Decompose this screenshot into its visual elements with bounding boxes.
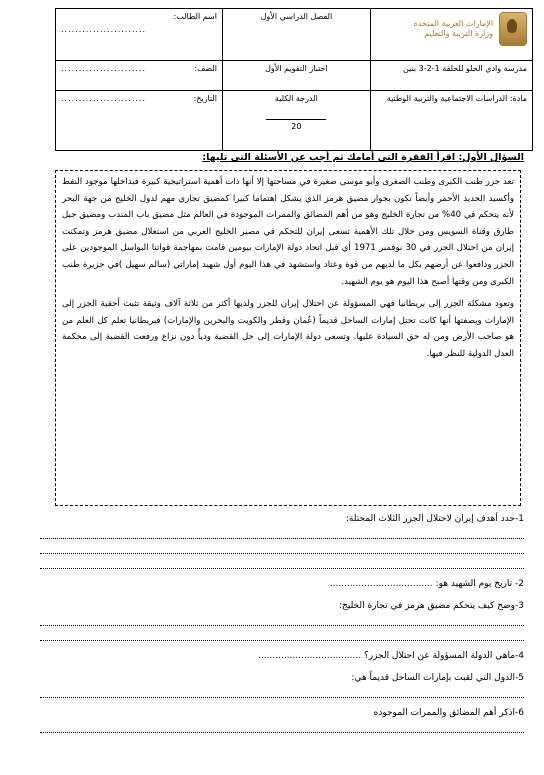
answer-line[interactable]	[40, 718, 524, 733]
question-text: 3-وضح كيف يتحكم مضيق هرمز في تجارة الخليج:	[339, 601, 524, 611]
uae-emblem-icon	[499, 12, 527, 46]
answer-line[interactable]	[40, 539, 524, 554]
question-item	[40, 514, 524, 569]
student-name-field[interactable]: ........................	[61, 25, 147, 34]
question-text: 5-الدول التي لقبت بإمارات الساحل قديماً هي:	[351, 673, 524, 683]
ministry-name-line1: الإمارات العربية المتحدة	[413, 19, 493, 28]
question-text: 4-ماهي الدولة المسؤولة عن احتلال الجزر؟ ....................................	[258, 651, 524, 661]
test-name-cell	[222, 61, 370, 91]
class-label: الصف:	[194, 64, 217, 73]
date-label: التاريخ:	[193, 94, 217, 103]
ministry-name-line2: وزارة التربية والتعليم	[424, 29, 493, 38]
total-grade-value: 20	[291, 122, 302, 131]
reading-passage	[55, 170, 521, 506]
answer-line[interactable]	[40, 626, 524, 641]
passage-paragraph-2: وتعود مشكلة الجزر إلى بريطانيا فهي المسؤولة عن احتلال إيران للجزر ولديها أكثر من ثلاثة آلاف وثيقة تثبت أحقية الجزر إلى الإمارات وبصفتها أنها كانت تحتل إمارات الساحل قديماً (عُمان وقطر والكويت والبحرين والإمارات) فبريطانيا تعلم كل العلم من هو صاحب الأرض ومن له حق السيادة عليها. وتسعى دولة الإمارات إلى حل القضية وديأً دون نزاع ورفعت القضية إلى محكمة العدل الدولية للنظر فيها.	[62, 299, 514, 359]
answer-line[interactable]	[40, 683, 524, 698]
student-name-label: اسم الطالب:	[173, 12, 217, 21]
test-name: اختبار التقويم الأول	[265, 64, 328, 73]
answer-line[interactable]	[40, 554, 524, 569]
passage-paragraph-1: تعد جزر طنب الكبرى وطنب الصغرى وأبو موسى صغيرة في مساحتها إلا أنها ذات أهمية استراتيجية كبيرة فبداخلها موجود النفط وأكسيد الحديد الأحمر وأيضاً تكون بجوار مضيق هرمز الذي يشكل اهتماما كبيرا كمضيق تجاري مهم لدول الخليج من جهة البحر لأنه يتحكم في 40% من تجارة الخليج وهو من أهم المضائق والممرات الموجودة في العالم مثل مضيق باب المندب ومضيق جبل طارق وقناة السويس ومن خلال تلك الأهمية تسعى إيران للتحكم في مصير الخليج العربي من استغلال مضيق هرمز وتمكنت إيران من احتلال الجزر في 30 نوفمبر 1971 أي قبل اتحاد دولة الإمارات بيومين قامت بمهاجمة قواتنا البواسل الموجودين على الجزر ودافعوا عن أرضهم بكل ما لديهم من قوة وعتاد واستشهد في هذا اليوم أول شهيد إماراتي (سالم سهيل )في جزيرة طنب الكبرى ومن وقتها أصبح هذا اليوم هو يوم الشهيد.	[62, 177, 514, 287]
question-one-title: السؤال الأول: اقرأ الفقرة التي أمامك ثم أجب عن الأسئلة التي تليها:	[202, 152, 524, 163]
class-cell	[56, 61, 223, 91]
semester-cell	[222, 9, 370, 61]
date-cell	[56, 91, 223, 151]
header-table	[55, 8, 533, 151]
school-cell	[370, 61, 532, 91]
question-item	[40, 579, 524, 589]
question-item	[40, 708, 524, 733]
semester-label: الفصل الدراسي الأول	[260, 12, 333, 21]
class-field[interactable]: ........................	[61, 64, 147, 73]
school-name: مدرسة وادي الحلو للحلقة 1-2-3 بنين	[402, 64, 527, 73]
questions-list	[40, 514, 524, 733]
question-item	[40, 601, 524, 641]
student-name-cell	[56, 9, 223, 61]
answer-line[interactable]	[40, 611, 524, 626]
ministry-cell	[370, 9, 532, 61]
question-text: 6-اذكر أهم المضائق والممرات الموجوده	[373, 708, 524, 718]
question-item	[40, 673, 524, 698]
subject-cell	[370, 91, 532, 151]
question-item	[40, 651, 524, 661]
ministry-logo	[376, 12, 527, 46]
subject-name: مادة: الدراسات الاجتماعية والتربية الوطنية	[386, 94, 527, 103]
total-grade-label: الدرجة الكلية	[274, 94, 318, 103]
question-text: 1-حدد أهدف إيران لاحتلال الجزر الثلاث المحتلة:	[345, 514, 524, 524]
grade-cell	[222, 91, 370, 151]
date-field[interactable]: ........................	[61, 94, 147, 103]
answer-line[interactable]	[40, 524, 524, 539]
grade-blank-line	[266, 119, 326, 120]
question-text: 2- تاريخ يوم الشهيد هو: ....................................	[329, 579, 524, 589]
